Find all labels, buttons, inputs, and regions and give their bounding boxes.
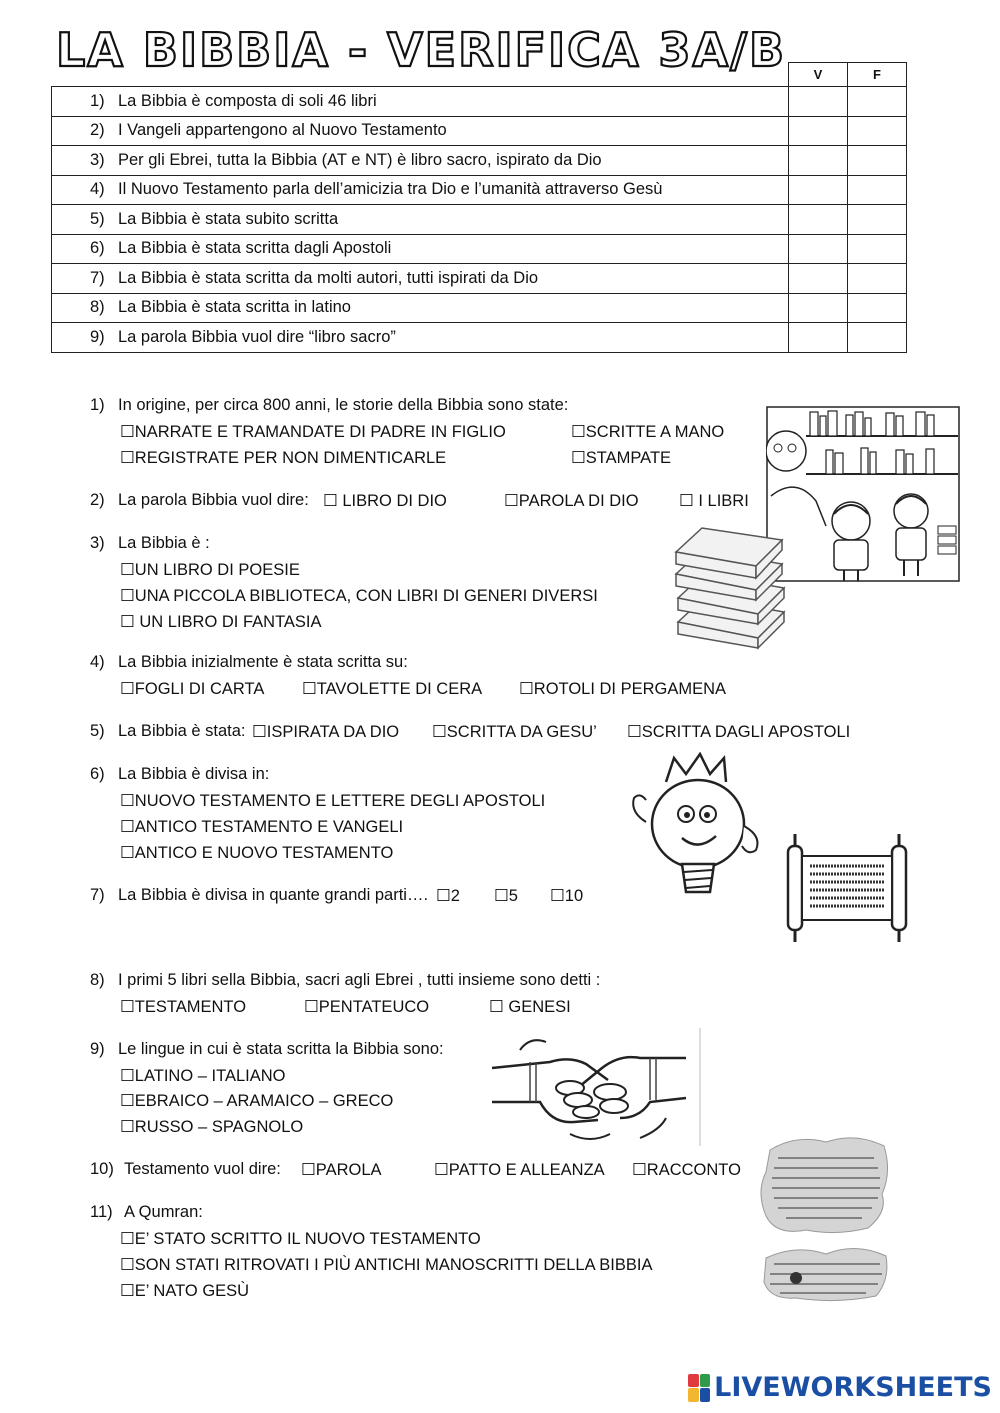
- answer-false-box[interactable]: [848, 146, 907, 176]
- question-8: 8) I primi 5 libri sella Bibbia, sacri agli Ebrei , tutti insieme sono detti :: [90, 971, 601, 989]
- answer-true-box[interactable]: [789, 116, 848, 146]
- table-row: 5) La Bibbia è stata subito scritta: [52, 205, 907, 235]
- answer-true-box[interactable]: [789, 205, 848, 235]
- true-false-table: [51, 62, 907, 353]
- table-row: 9) La parola Bibbia vuol dire “libro sacro”: [52, 323, 907, 353]
- option-checkbox[interactable]: ☐RUSSO – SPAGNOLO: [120, 1118, 304, 1136]
- question-2: 2) La parola Bibbia vuol dire:: [90, 491, 309, 509]
- table-row: 8) La Bibbia è stata scritta in latino: [52, 293, 907, 323]
- option-checkbox[interactable]: ☐FOGLI DI CARTA: [120, 680, 265, 698]
- manuscript-fragments-illustration: [756, 1132, 892, 1304]
- option-checkbox[interactable]: ☐5: [494, 887, 518, 905]
- option-checkbox[interactable]: ☐EBRAICO – ARAMAICO – GRECO: [120, 1092, 394, 1110]
- question-10: 10) Testamento vuol dire:: [90, 1160, 281, 1178]
- option-checkbox[interactable]: ☐ LIBRO DI DIO: [323, 492, 447, 510]
- statement-text: La Bibbia è stata scritta in latino: [118, 298, 351, 317]
- option-checkbox[interactable]: ☐SCRITTA DA GESU’: [432, 723, 597, 741]
- statement-text: La Bibbia è stata scritta dagli Apostoli: [118, 239, 392, 258]
- option-checkbox[interactable]: ☐UN LIBRO DI POESIE: [120, 561, 300, 579]
- table-row: 3) Per gli Ebrei, tutta la Bibbia (AT e NT) è libro sacro, ispirato da Dio: [52, 146, 907, 176]
- option-checkbox[interactable]: ☐LATINO – ITALIANO: [120, 1067, 286, 1085]
- answer-false-box[interactable]: [848, 293, 907, 323]
- worksheet-title: LA BIBBIA - VERIFICA 3A/B: [56, 23, 787, 77]
- option-checkbox[interactable]: ☐ GENESI: [489, 998, 571, 1016]
- table-row: 4) Il Nuovo Testamento parla dell’amicizia tra Dio e l’umanità attraverso Gesù: [52, 175, 907, 205]
- option-checkbox[interactable]: ☐E’ NATO GESÙ: [120, 1282, 250, 1300]
- library-children-illustration: [766, 406, 960, 582]
- scroll-illustration: [774, 832, 920, 944]
- answer-false-box[interactable]: [848, 323, 907, 353]
- option-checkbox[interactable]: ☐REGISTRATE PER NON DIMENTICARLE: [120, 449, 447, 467]
- table-row: 1) La Bibbia è composta di soli 46 libri: [52, 87, 907, 117]
- option-checkbox[interactable]: ☐2: [436, 887, 460, 905]
- option-checkbox[interactable]: ☐ANTICO E NUOVO TESTAMENTO: [120, 844, 394, 862]
- answer-false-box[interactable]: [848, 205, 907, 235]
- option-checkbox[interactable]: ☐ROTOLI DI PERGAMENA: [519, 680, 727, 698]
- header-true: V: [789, 63, 848, 87]
- answer-false-box[interactable]: [848, 264, 907, 294]
- answer-false-box[interactable]: [848, 175, 907, 205]
- option-checkbox[interactable]: ☐E’ STATO SCRITTO IL NUOVO TESTAMENTO: [120, 1230, 481, 1248]
- option-checkbox[interactable]: ☐ISPIRATA DA DIO: [252, 723, 400, 741]
- option-checkbox[interactable]: ☐PENTATEUCO: [304, 998, 430, 1016]
- table-row: 2) I Vangeli appartengono al Nuovo Testamento: [52, 116, 907, 146]
- answer-true-box[interactable]: [789, 293, 848, 323]
- answer-false-box[interactable]: [848, 234, 907, 264]
- question-1: 1) In origine, per circa 800 anni, le storie della Bibbia sono state:: [90, 396, 569, 414]
- statement-text: La Bibbia è stata subito scritta: [118, 209, 339, 228]
- question-5: 5) La Bibbia è stata:: [90, 722, 246, 740]
- statement-text: La Bibbia è stata scritta da molti autori, tutti ispirati da Dio: [118, 268, 539, 287]
- answer-true-box[interactable]: [789, 175, 848, 205]
- question-3: 3) La Bibbia è :: [90, 534, 210, 552]
- answer-false-box[interactable]: [848, 116, 907, 146]
- option-checkbox[interactable]: ☐ANTICO TESTAMENTO E VANGELI: [120, 818, 404, 836]
- statement-text: La parola Bibbia vuol dire “libro sacro”: [118, 327, 396, 346]
- option-checkbox[interactable]: ☐TESTAMENTO: [120, 998, 247, 1016]
- option-checkbox[interactable]: ☐SCRITTE A MANO: [571, 423, 725, 441]
- question-6: 6) La Bibbia è divisa in:: [90, 765, 270, 783]
- option-checkbox[interactable]: ☐TAVOLETTE DI CERA: [302, 680, 483, 698]
- answer-true-box[interactable]: [789, 264, 848, 294]
- statement-text: I Vangeli appartengono al Nuovo Testamento: [118, 121, 447, 140]
- stack-of-books-illustration: [672, 526, 790, 650]
- liveworksheets-footer: [688, 1372, 992, 1403]
- option-checkbox[interactable]: ☐NARRATE E TRAMANDATE DI PADRE IN FIGLIO: [120, 423, 506, 441]
- statement-text: Il Nuovo Testamento parla dell’amicizia tra Dio e l’umanità attraverso Gesù: [118, 180, 663, 199]
- option-checkbox[interactable]: ☐ UN LIBRO DI FANTASIA: [120, 613, 322, 631]
- table-row: 6) La Bibbia è stata scritta dagli Apostoli: [52, 234, 907, 264]
- question-9: 9) Le lingue in cui è stata scritta la Bibbia sono:: [90, 1040, 444, 1058]
- answer-true-box[interactable]: [789, 323, 848, 353]
- option-checkbox[interactable]: ☐10: [550, 887, 584, 905]
- handshake-illustration: [490, 1028, 702, 1146]
- liveworksheets-logo-icon: [688, 1374, 710, 1402]
- answer-true-box[interactable]: [789, 146, 848, 176]
- lightbulb-character-illustration: [626, 752, 772, 904]
- option-checkbox[interactable]: ☐NUOVO TESTAMENTO E LETTERE DEGLI APOSTOLI: [120, 792, 546, 810]
- answer-true-box[interactable]: [789, 87, 848, 117]
- question-7: 7) La Bibbia è divisa in quante grandi parti….: [90, 886, 429, 904]
- option-checkbox[interactable]: ☐RACCONTO: [632, 1161, 741, 1179]
- option-checkbox[interactable]: ☐STAMPATE: [571, 449, 672, 467]
- option-checkbox[interactable]: ☐ I LIBRI: [679, 492, 749, 510]
- statement-text: Per gli Ebrei, tutta la Bibbia (AT e NT) è libro sacro, ispirato da Dio: [118, 150, 602, 169]
- option-checkbox[interactable]: ☐PATTO E ALLEANZA: [434, 1161, 605, 1179]
- header-false: F: [848, 63, 907, 87]
- statement-text: La Bibbia è composta di soli 46 libri: [118, 91, 377, 110]
- table-row: 7) La Bibbia è stata scritta da molti autori, tutti ispirati da Dio: [52, 264, 907, 294]
- option-checkbox[interactable]: ☐PAROLA: [301, 1161, 382, 1179]
- answer-false-box[interactable]: [848, 87, 907, 117]
- answer-true-box[interactable]: [789, 234, 848, 264]
- option-checkbox[interactable]: ☐PAROLA DI DIO: [504, 492, 639, 510]
- option-checkbox[interactable]: ☐SCRITTA DAGLI APOSTOLI: [627, 723, 851, 741]
- option-checkbox[interactable]: ☐UNA PICCOLA BIBLIOTECA, CON LIBRI DI GENERI DIVERSI: [120, 587, 598, 605]
- question-4: 4) La Bibbia inizialmente è stata scritta su:: [90, 653, 408, 671]
- question-11: 11) A Qumran:: [90, 1203, 203, 1221]
- option-checkbox[interactable]: ☐SON STATI RITROVATI I PIÙ ANTICHI MANOSCRITTI DELLA BIBBIA: [120, 1256, 653, 1274]
- brand-name: LIVEWORKSHEETS: [714, 1372, 992, 1403]
